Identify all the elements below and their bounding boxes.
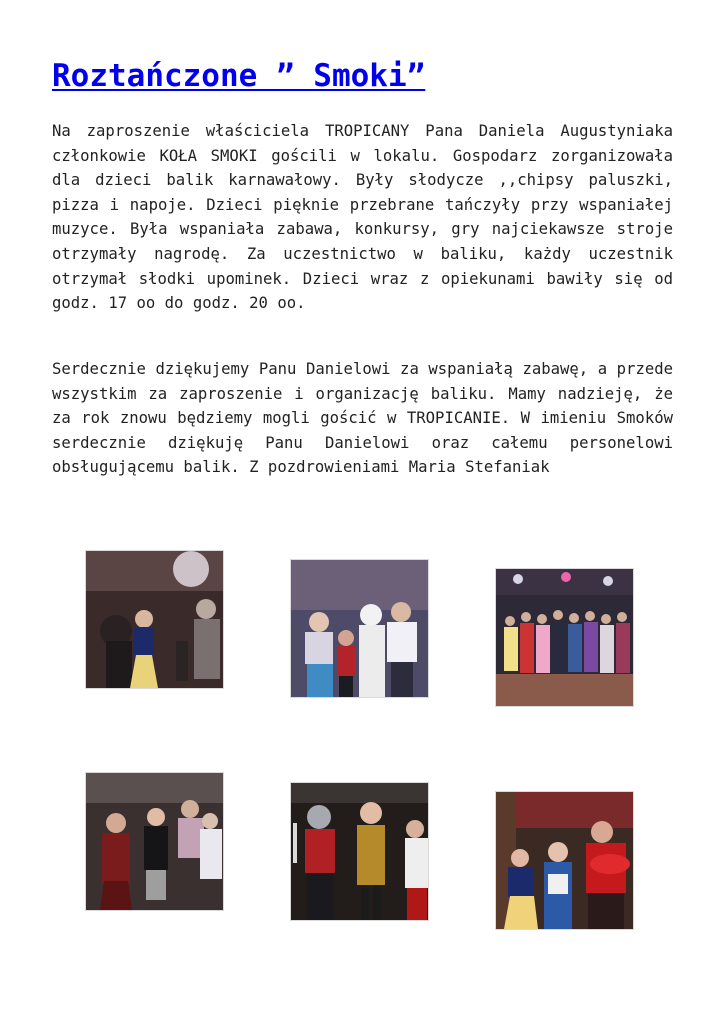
party-photo-5[interactable] xyxy=(291,783,428,920)
party-photo-2[interactable] xyxy=(291,560,428,697)
article-paragraph-2: Serdecznie dziękujemy Panu Danielowi za wspaniałą zabawę, a przede wszystkim za zaproszenie i organizację baliku. Mamy nadzieję, że za rok znowu będziemy mogli gościć w TROPICANIE. W imieniu Smoków serdecznie dziękuję Panu Danielowi oraz całemu personelowi obsługującemu balik. Z pozdrowieniami Maria Stefaniak xyxy=(52,360,673,477)
party-photo-1[interactable] xyxy=(86,551,223,688)
party-photo-6[interactable] xyxy=(496,792,633,929)
party-photo-4[interactable] xyxy=(86,773,223,910)
party-photo-3[interactable] xyxy=(496,569,633,706)
article-title[interactable]: Roztańczone ” Smoki” xyxy=(52,58,426,94)
article-paragraph-1: Na zaproszenie właściciela TROPICANY Pana Daniela Augustyniaka członkowie KOŁA SMOKI gościli w lokalu. Gospodarz zorganizowała dla dzieci balik karnawałowy. Były słodycze ,,chipsy paluszki, pizza i napoje. Dzieci pięknie przebrane tańczyły przy wspaniałej muzyce. Była wspaniała zabawa, konkursy, gry najciekawsze stroje otrzymały nagrodę. Za uczestnictwo w baliku, każdy uczestnik otrzymał słodki upominek. Dzieci wraz z opiekunami bawiły się od godz. 17 oo do godz. 20 oo. xyxy=(52,122,673,313)
